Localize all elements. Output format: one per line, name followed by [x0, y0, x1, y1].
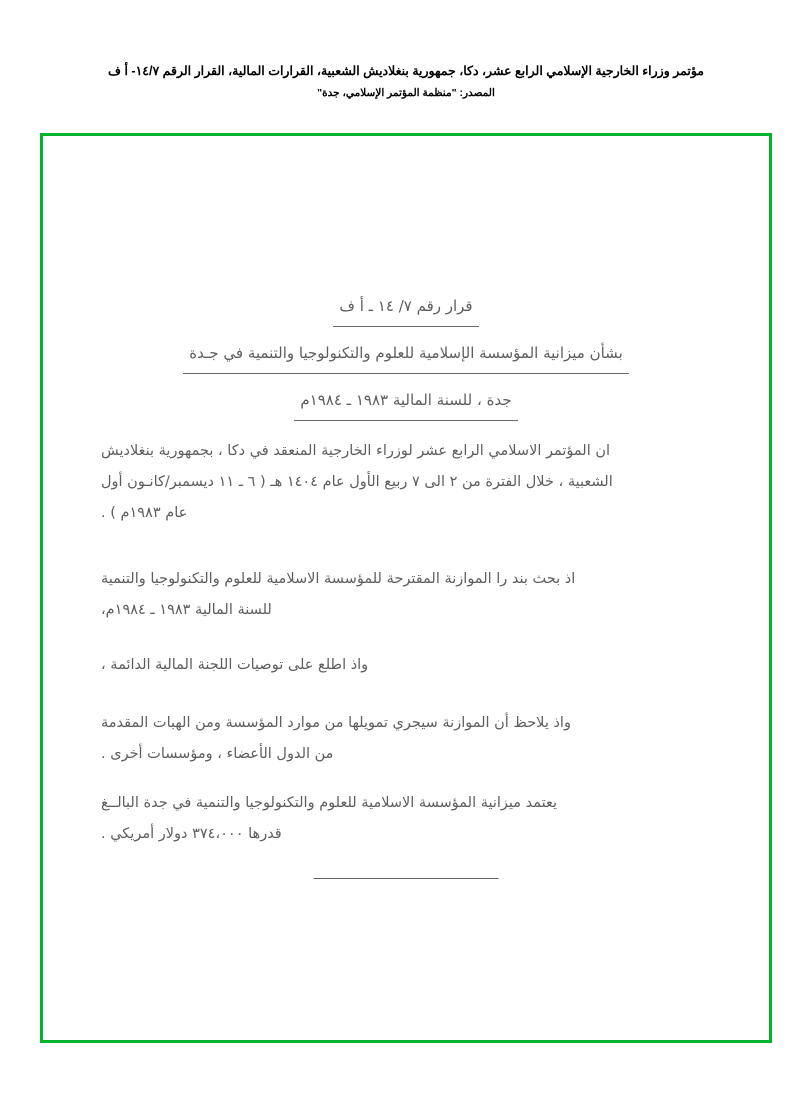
paragraph-line: واذ يلاحظ أن الموازنة سيجري تمويلها من موارد المؤسسة ومن الهبات المقدمة — [101, 715, 571, 731]
scanned-page-frame — [40, 133, 772, 1043]
paragraph-noting-funding — [101, 708, 711, 770]
resolution-subject: بشأن ميزانية المؤسسة الإسلامية للعلوم والتكنولوجيا والتنمية في جـدة — [183, 335, 629, 374]
scanned-page-content — [43, 136, 769, 1040]
paragraph-line: عام ١٩٨٣م ) . — [101, 505, 188, 521]
document-header — [0, 0, 812, 101]
resolution-number-row — [43, 288, 769, 327]
paragraph-line: للسنة المالية ١٩٨٣ ـ ١٩٨٤م، — [101, 602, 272, 618]
paragraph-line: يعتمد ميزانية المؤسسة الاسلامية للعلوم والتكنولوجيا والتنمية في جدة البالــغ — [101, 795, 558, 811]
resolution-title-block — [43, 288, 769, 429]
paragraph-line: ان المؤتمر الاسلامي الرابع عشر لوزراء الخارجية المنعقد في دكا ، بجمهورية بنغلاديش — [101, 443, 611, 459]
closing-divider — [314, 878, 499, 879]
header-title-line: مؤتمر وزراء الخارجية الإسلامي الرابع عشر، دكا، جمهورية بنغلاديش الشعبية، القرارات المالية، القرار الرقم ١٤/٧- أ ف — [108, 64, 704, 78]
resolution-number: قرار رقم ٧/ ١٤ ـ أ ف — [333, 288, 478, 327]
paragraph-having-examined — [101, 564, 711, 626]
resolution-subject-row — [43, 335, 769, 374]
paragraph-line: قدرها ٣٧٤،٠٠٠ دولار أمريكي . — [101, 826, 282, 842]
paragraph-preamble — [101, 436, 711, 529]
resolution-period-row — [43, 382, 769, 421]
paragraph-having-noted-recommendations — [101, 650, 711, 681]
paragraph-line: واذ اطلع على توصيات اللجنة المالية الدائمة ، — [101, 657, 369, 673]
paragraph-approves-budget — [101, 788, 711, 850]
paragraph-line: الشعبية ، خلال الفترة من ٢ الى ٧ ربيع الأول عام ١٤٠٤ هـ ( ٦ ـ ١١ ديسمبر/كانـون أول — [101, 474, 613, 490]
header-source-line: المصدر: "منظمة المؤتمر الإسلامي، جدة" — [317, 87, 495, 99]
paragraph-line: اذ بحث بند را الموازنة المقترحة للمؤسسة الاسلامية للعلوم والتكنولوجيا والتنمية — [101, 571, 576, 587]
resolution-period: جدة ، للسنة المالية ١٩٨٣ ـ ١٩٨٤م — [294, 382, 517, 421]
paragraph-line: من الدول الأعضاء ، ومؤسسات أخرى . — [101, 746, 334, 762]
